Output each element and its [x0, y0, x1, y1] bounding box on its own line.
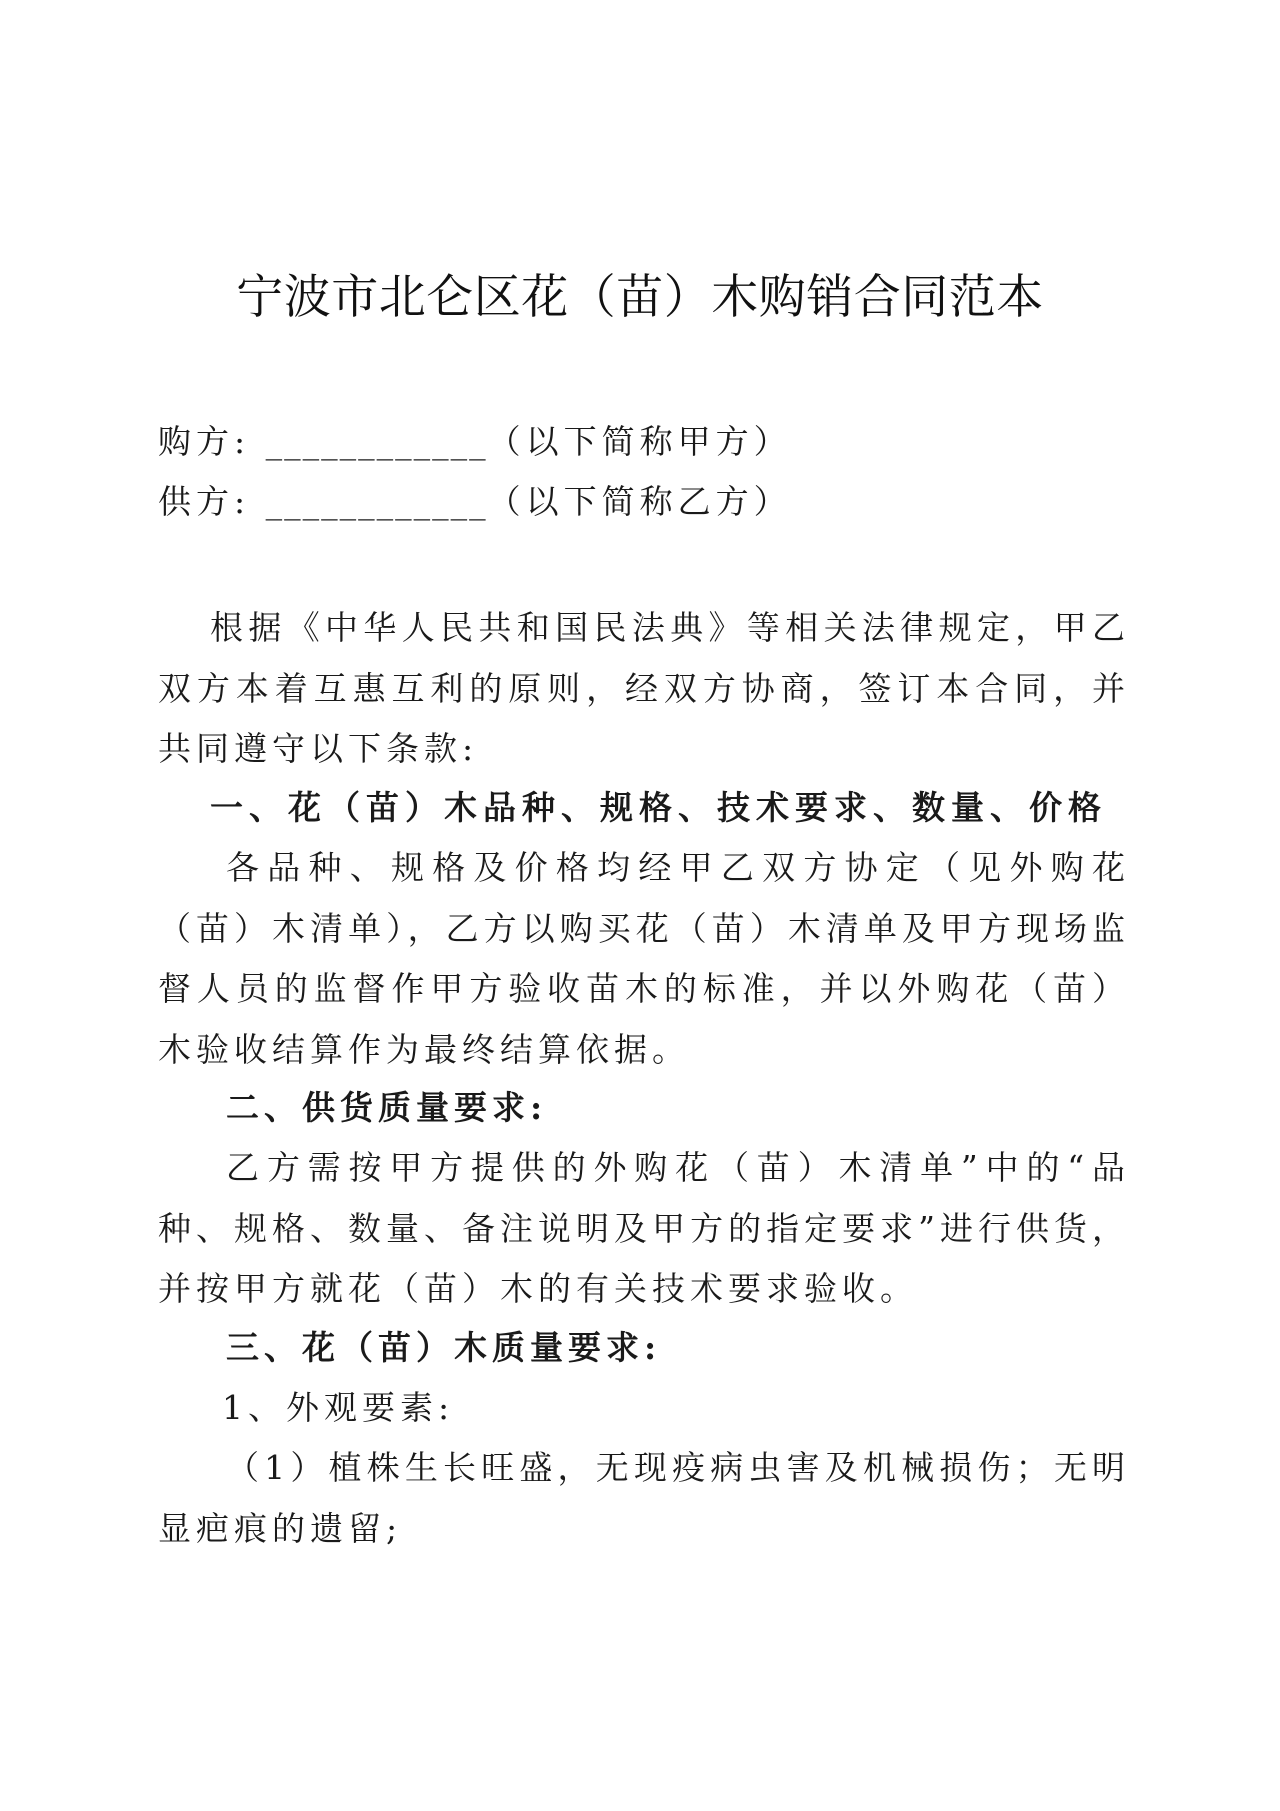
section-1-heading: 一、花（苗）木品种、规格、技术要求、数量、价格 — [210, 788, 1107, 827]
buyer-blank: ____________ — [265, 422, 488, 461]
section-3-item-1-1: （1）植株生长旺盛，无现疫病虫害及机械损伤；无明显疤痕的遗留; — [158, 1448, 1130, 1548]
section-2-heading: 二、供货质量要求: — [226, 1088, 548, 1127]
supplier-blank: ____________ — [265, 482, 488, 521]
supplier-note: （以下简称乙方） — [487, 482, 792, 521]
section-2-paragraph: 乙方需按甲方提供的外购花（苗）木清单”中的“品种、规格、数量、备注说明及甲方的指定要求”进行供货，并按甲方就花（苗）木的有关技术要求验收。 — [158, 1148, 1130, 1308]
buyer-label: 购方: — [158, 422, 251, 461]
supplier-line — [158, 478, 792, 526]
section-3-heading: 三、花（苗）木质量要求: — [226, 1328, 662, 1367]
section-3-item-1: 1、外观要素: — [222, 1388, 455, 1427]
buyer-note: （以下简称甲方） — [487, 422, 792, 461]
buyer-line — [158, 418, 792, 466]
section-1-paragraph: 各品种、规格及价格均经甲乙双方协定（见外购花（苗）木清单），乙方以购买花（苗）木清单及甲方现场监督人员的监督作甲方验收苗木的标准，并以外购花（苗）木验收结算作为最终结算依据。 — [158, 848, 1130, 1069]
document-title: 宁波市北仑区花（苗）木购销合同范本 — [236, 270, 1044, 325]
supplier-label: 供方: — [158, 482, 251, 521]
preamble-paragraph: 根据《中华人民共和国民法典》等相关法律规定，甲乙双方本着互惠互利的原则，经双方协商，签订本合同，并共同遵守以下条款: — [158, 608, 1130, 768]
